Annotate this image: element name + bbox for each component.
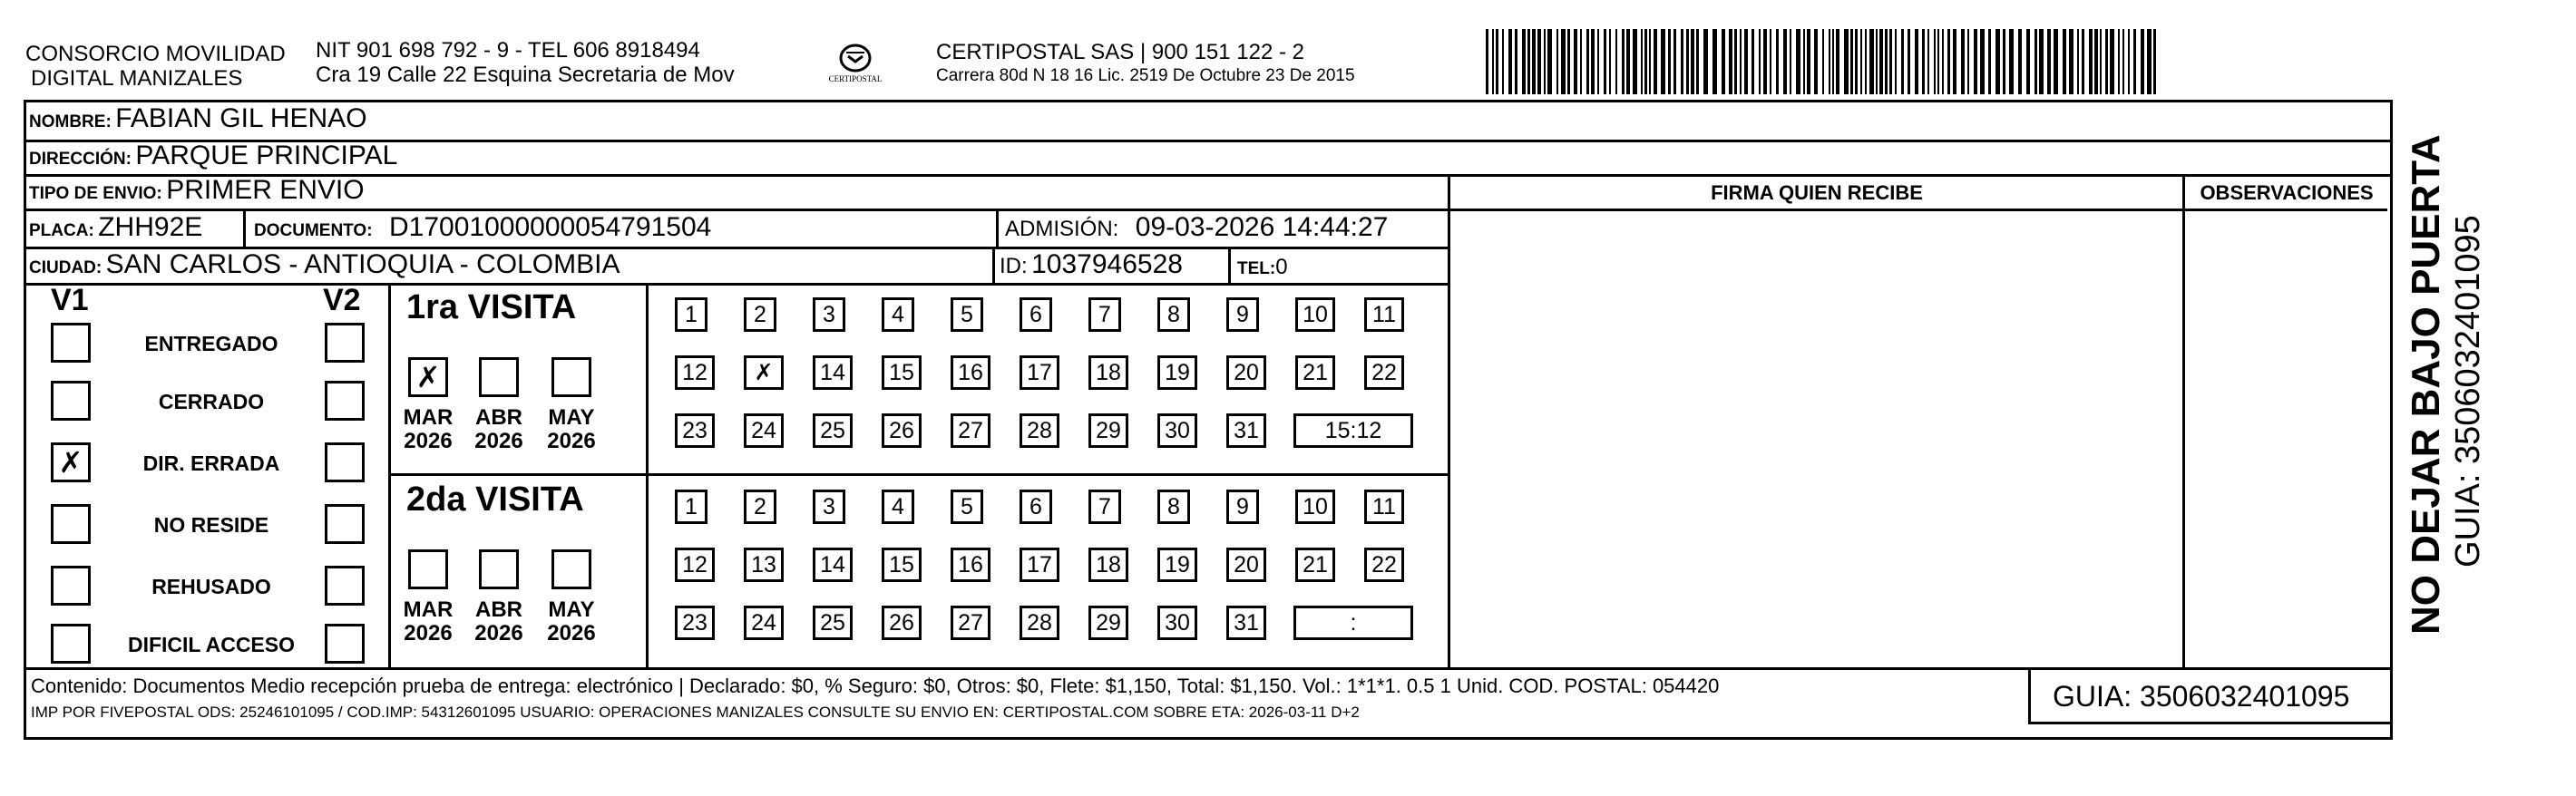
barcode-bar (2082, 29, 2084, 94)
month-label (401, 406, 455, 453)
barcode-bar (2069, 29, 2073, 94)
v1-checkbox[interactable] (51, 624, 91, 664)
day-box-26[interactable]: 26 (882, 606, 922, 640)
barcode-bar (1844, 29, 1849, 94)
barcode-bar (2128, 29, 2130, 94)
company-name (25, 42, 286, 91)
address-line: Cra 19 Calle 22 Esquina Secretaria de Mov (316, 63, 735, 87)
barcode-bar (1865, 29, 1867, 94)
v1-checkbox[interactable] (51, 504, 91, 544)
company-line-1: CONSORCIO MOVILIDAD (25, 42, 286, 66)
visit1-title: 1ra VISITA (406, 288, 577, 326)
day-box-17[interactable]: 17 (1020, 355, 1059, 390)
month-label (472, 598, 526, 646)
day-box-27[interactable]: 27 (951, 413, 990, 448)
day-box-12[interactable]: 12 (675, 355, 715, 390)
barcode-bar (1947, 29, 1950, 94)
day-box-2[interactable]: 2 (744, 490, 776, 524)
barcode-bar (1567, 29, 1570, 94)
day-box-9[interactable]: 9 (1226, 297, 1259, 332)
barcode-bar (2122, 29, 2124, 94)
courier-info (936, 40, 1355, 86)
footer-line-2: IMP POR FIVEPOSTAL ODS: 25246101095 / COD.IMP: 54312601095 USUARIO: OPERACIONES MANIZALES CONSULTE SU ENVIO EN: CERTIPOSTAL.COM SOBRE ETA: 2026-03-11 D+2 (31, 704, 1360, 721)
barcode-bar (1703, 29, 1708, 94)
logo-text: CERTIPOSTAL (828, 74, 883, 83)
barcode-bar (2089, 29, 2093, 94)
barcode-bar (1927, 29, 1929, 94)
barcode-bar (1908, 29, 1910, 94)
barcode-bar (1980, 29, 1985, 94)
barcode-bar (2118, 29, 2120, 94)
day-box-8[interactable]: 8 (1157, 297, 1190, 332)
barcode-bar (1869, 29, 1874, 94)
barcode-bar (1691, 29, 1694, 94)
barcode-bar (1776, 29, 1779, 94)
day-box-14[interactable]: 14 (813, 355, 853, 390)
day-box-11[interactable]: 11 (1364, 490, 1404, 524)
barcode-bar (2094, 29, 2098, 94)
v2-checkbox[interactable] (325, 442, 365, 482)
day-box-20[interactable]: 20 (1226, 355, 1266, 390)
barcode-bar (1829, 29, 1830, 94)
barcode-bar (1586, 29, 1589, 94)
barcode-bar (1547, 29, 1552, 94)
barcode-bar (1712, 29, 1717, 94)
barcode-bar (2039, 29, 2044, 94)
admision-value: 09-03-2026 14:44:27 (1135, 212, 1389, 242)
barcode-bar (1649, 29, 1651, 94)
v2-checkbox[interactable] (325, 504, 365, 544)
day-box-2[interactable]: 2 (744, 297, 776, 332)
direccion-value: PARQUE PRINCIPAL (135, 141, 398, 170)
barcode-bar (1654, 29, 1657, 94)
month-year: 2026 (404, 621, 453, 646)
barcode-bar (1522, 29, 1526, 94)
barcode-bar (1633, 29, 1637, 94)
barcode-bar (1790, 29, 1791, 94)
v2-checkbox[interactable] (325, 566, 365, 606)
barcode-bar (1597, 29, 1599, 94)
barcode-bar (2047, 29, 2051, 94)
barcode-bar (2147, 29, 2152, 94)
placa-label: PLACA: (29, 221, 94, 240)
day-box-3[interactable]: 3 (813, 297, 845, 332)
day-box-23[interactable]: 23 (675, 606, 715, 640)
day-box-7[interactable]: 7 (1088, 297, 1121, 332)
tel-row (1237, 255, 1288, 280)
v1-checkbox[interactable] (51, 381, 91, 421)
day-box-5[interactable]: 5 (951, 490, 983, 524)
v1-checkbox[interactable] (51, 323, 91, 363)
visit2-title: 2da VISITA (406, 481, 584, 519)
barcode (1484, 29, 2161, 94)
barcode-bar (1953, 29, 1956, 94)
placa-row (29, 212, 202, 243)
barcode-bar (1967, 29, 1969, 94)
day-box-22[interactable]: 22 (1364, 548, 1404, 582)
barcode-bar (1751, 29, 1754, 94)
month-year: 2026 (404, 429, 453, 453)
barcode-bar (2018, 29, 2022, 94)
day-box-31[interactable]: 31 (1226, 413, 1266, 448)
barcode-bar (1759, 29, 1761, 94)
barcode-bar (1942, 29, 1944, 94)
barcode-bar (1836, 29, 1839, 94)
month-label (544, 598, 599, 646)
barcode-bar (1604, 29, 1606, 94)
nombre-row (29, 103, 367, 134)
barcode-bar (1922, 29, 1925, 94)
barcode-bar (2063, 29, 2066, 94)
barcode-bar (1681, 29, 1683, 94)
guia-box (2028, 667, 2392, 724)
barcode-bar (2141, 29, 2144, 94)
admision-row (1005, 212, 1388, 243)
documento-row (254, 212, 711, 243)
placa-value: ZHH92E (98, 212, 203, 242)
day-box-26[interactable]: 26 (882, 413, 922, 448)
direccion-label: DIRECCIÓN: (29, 150, 132, 169)
barcode-bar (1901, 29, 1904, 94)
ciudad-label: CIUDAD: (29, 258, 102, 277)
reason-label: NO RESIDE (153, 513, 269, 537)
barcode-bar (1508, 29, 1512, 94)
month-checkbox[interactable]: ✗ (408, 357, 448, 397)
barcode-bar (1814, 29, 1818, 94)
tipo-row (29, 175, 365, 206)
month-name: MAY (548, 597, 595, 622)
month-checkbox[interactable] (551, 549, 591, 589)
day-box-21[interactable]: 21 (1295, 355, 1335, 390)
day-box-12[interactable]: 12 (675, 548, 715, 582)
barcode-bar (1885, 29, 1888, 94)
day-box-19[interactable]: 19 (1157, 355, 1197, 390)
month-name: MAR (403, 597, 454, 622)
barcode-bar (1502, 29, 1504, 94)
day-box-8[interactable]: 8 (1157, 490, 1190, 524)
month-checkbox[interactable] (479, 357, 519, 397)
day-box-28[interactable]: 28 (1020, 606, 1059, 640)
ciudad-value: SAN CARLOS - ANTIOQUIA - COLOMBIA (105, 249, 620, 279)
barcode-bar (2105, 29, 2108, 94)
barcode-bar (1574, 29, 1577, 94)
barcode-bar (1537, 29, 1541, 94)
month-name: MAY (548, 405, 595, 430)
barcode-bar (1961, 29, 1965, 94)
barcode-bar (1988, 29, 1991, 94)
barcode-bar (1641, 29, 1643, 94)
month-year: 2026 (474, 621, 523, 646)
guia-box-text: GUIA: 3506032401095 (2053, 680, 2350, 713)
barcode-bar (1832, 29, 1834, 94)
month-label (472, 406, 526, 453)
day-box-20[interactable]: 20 (1226, 548, 1266, 582)
tipo-value: PRIMER ENVIO (166, 175, 365, 205)
id-row (1000, 249, 1183, 280)
nombre-value: FABIAN GIL HENAO (115, 103, 367, 133)
barcode-bar (1895, 29, 1897, 94)
barcode-bar (1496, 29, 1498, 94)
day-box-29[interactable]: 29 (1088, 606, 1128, 640)
barcode-bar (1622, 29, 1625, 94)
id-label: ID: (1000, 254, 1028, 278)
month-checkbox[interactable] (551, 357, 591, 397)
ciudad-row (29, 249, 620, 280)
month-label (401, 598, 455, 646)
day-box-29[interactable]: 29 (1088, 413, 1128, 448)
v1-checkbox[interactable] (51, 566, 91, 606)
barcode-bar (2054, 29, 2058, 94)
barcode-bar (1668, 29, 1671, 94)
day-box-10[interactable]: 10 (1295, 490, 1335, 524)
barcode-bar (1850, 29, 1853, 94)
barcode-bar (1580, 29, 1582, 94)
day-box-4[interactable]: 4 (882, 297, 914, 332)
month-year: 2026 (474, 429, 523, 453)
day-box-18[interactable]: 18 (1088, 548, 1128, 582)
barcode-bar (1532, 29, 1536, 94)
day-box-15[interactable]: 15 (882, 355, 922, 390)
nombre-label: NOMBRE: (29, 112, 112, 131)
barcode-bar (1937, 29, 1939, 94)
month-name: MAR (403, 405, 454, 430)
direccion-row (29, 141, 397, 171)
day-box-28[interactable]: 28 (1020, 413, 1059, 448)
barcode-bar (1486, 29, 1488, 94)
day-box-30[interactable]: 30 (1157, 606, 1197, 640)
barcode-bar (1740, 29, 1742, 94)
day-box-1[interactable]: 1 (675, 297, 707, 332)
month-year: 2026 (547, 621, 596, 646)
day-box-31[interactable]: 31 (1226, 606, 1266, 640)
barcode-bar (1803, 29, 1805, 94)
barcode-bar (1661, 29, 1665, 94)
barcode-bar (1696, 29, 1699, 94)
day-box-17[interactable]: 17 (1020, 548, 1059, 582)
barcode-bar (1860, 29, 1862, 94)
barcode-bar (1855, 29, 1858, 94)
v2-label: V2 (323, 283, 361, 317)
day-box-11[interactable]: 11 (1364, 297, 1404, 332)
time-box[interactable]: : (1293, 606, 1413, 640)
barcode-bar (2009, 29, 2014, 94)
day-box-19[interactable]: 19 (1157, 548, 1197, 582)
company-line-2: DIGITAL MANIZALES (31, 66, 243, 91)
barcode-bar (1561, 29, 1566, 94)
barcode-bar (1644, 29, 1647, 94)
barcode-bar (1770, 29, 1771, 94)
day-box-24[interactable]: 24 (744, 413, 784, 448)
barcode-bar (1934, 29, 1936, 94)
barcode-bar (1807, 29, 1810, 94)
day-box-15[interactable]: 15 (882, 548, 922, 582)
v2-checkbox[interactable] (325, 381, 365, 421)
barcode-bar (1544, 29, 1546, 94)
barcode-bar (2026, 29, 2030, 94)
barcode-bar (1822, 29, 1824, 94)
reason-label: REHUSADO (151, 575, 271, 598)
barcode-bar (2100, 29, 2102, 94)
tel-label: TEL: (1237, 259, 1276, 278)
v2-checkbox[interactable] (325, 323, 365, 363)
barcode-bar (1974, 29, 1977, 94)
observaciones-header: OBSERVACIONES (2200, 181, 2374, 204)
day-box-24[interactable]: 24 (744, 606, 784, 640)
month-year: 2026 (547, 429, 596, 453)
day-box-4[interactable]: 4 (882, 490, 914, 524)
barcode-bar (1686, 29, 1689, 94)
barcode-bar (1591, 29, 1595, 94)
barcode-bar (1915, 29, 1918, 94)
day-box-16[interactable]: 16 (951, 355, 990, 390)
v2-checkbox[interactable] (325, 624, 365, 664)
barcode-bar (1626, 29, 1630, 94)
nit-line: NIT 901 698 792 - 9 - TEL 606 8918494 (316, 38, 700, 63)
day-box-6[interactable]: 6 (1020, 297, 1052, 332)
barcode-bar (1876, 29, 1878, 94)
month-checkbox[interactable] (408, 549, 448, 589)
reason-label: ENTREGADO (144, 332, 278, 355)
day-box-10[interactable]: 10 (1295, 297, 1335, 332)
admision-label: ADMISIÓN: (1005, 217, 1119, 241)
day-box-18[interactable]: 18 (1088, 355, 1128, 390)
barcode-bar (1879, 29, 1883, 94)
day-box-7[interactable]: 7 (1088, 490, 1121, 524)
footer-line-1: Contenido: Documentos Medio recepción prueba de entrega: electrónico | Declarado: $0, % Seguro: $0, Otros: $0, Flete: $1,150, Total: $1,150. Vol.: 1*1*1. 0.5 1 Unid. COD. POSTAL: 054420 (31, 675, 1720, 697)
day-box-21[interactable]: 21 (1295, 548, 1335, 582)
barcode-bar (1492, 29, 1494, 94)
certipostal-logo (824, 40, 887, 94)
barcode-bar (1734, 29, 1737, 94)
firma-header: FIRMA QUIEN RECIBE (1711, 181, 1923, 204)
barcode-bar (2133, 29, 2136, 94)
barcode-bar (1609, 29, 1611, 94)
barcode-bar (1763, 29, 1767, 94)
day-box-30[interactable]: 30 (1157, 413, 1197, 448)
day-box-16[interactable]: 16 (951, 548, 990, 582)
barcode-bar (1556, 29, 1558, 94)
barcode-bar (1673, 29, 1676, 94)
month-checkbox[interactable] (479, 549, 519, 589)
reason-label: DIR. ERRADA (142, 451, 280, 475)
day-box-9[interactable]: 9 (1226, 490, 1259, 524)
barcode-bar (1729, 29, 1732, 94)
barcode-bar (1744, 29, 1748, 94)
day-box-1[interactable]: 1 (675, 490, 707, 524)
barcode-bar (2077, 29, 2079, 94)
time-box[interactable]: 15:12 (1293, 413, 1413, 448)
day-box-27[interactable]: 27 (951, 606, 990, 640)
day-box-22[interactable]: 22 (1364, 355, 1404, 390)
barcode-bar (1722, 29, 1725, 94)
barcode-bar (1995, 29, 2000, 94)
barcode-bar (2153, 29, 2156, 94)
day-box-6[interactable]: 6 (1020, 490, 1052, 524)
reason-label: CERRADO (158, 390, 265, 413)
tel-value: 0 (1275, 255, 1288, 279)
id-value: 1037946528 (1031, 249, 1183, 279)
barcode-bar (2003, 29, 2005, 94)
license-line: Carrera 80d N 18 16 Lic. 2519 De Octubre 23 De 2015 (936, 66, 1355, 85)
documento-value: D17001000000054791504 (389, 212, 712, 242)
barcode-bar (1783, 29, 1787, 94)
day-box-13[interactable]: 13 (744, 548, 784, 582)
day-box-14[interactable]: 14 (813, 548, 853, 582)
courier-line: CERTIPOSTAL SAS | 900 151 122 - 2 (936, 40, 1304, 64)
barcode-bar (1615, 29, 1617, 94)
day-box-23[interactable]: 23 (675, 413, 715, 448)
v1-checkbox[interactable]: ✗ (51, 442, 91, 482)
barcode-bar (1527, 29, 1530, 94)
day-box-25[interactable]: 25 (813, 606, 853, 640)
tipo-label: TIPO DE ENVIO: (29, 184, 162, 203)
barcode-bar (2110, 29, 2114, 94)
day-box-3[interactable]: 3 (813, 490, 845, 524)
barcode-bar (1515, 29, 1517, 94)
day-box-25[interactable]: 25 (813, 413, 853, 448)
day-box-13[interactable]: ✗ (744, 355, 784, 390)
side-guia: GUIA: 3506032401095 (2449, 215, 2487, 568)
company-contact (316, 38, 735, 87)
month-name: ABR (475, 405, 522, 430)
barcode-bar (2034, 29, 2037, 94)
day-box-5[interactable]: 5 (951, 297, 983, 332)
barcode-bar (1889, 29, 1892, 94)
month-label (544, 406, 599, 453)
month-name: ABR (475, 597, 522, 622)
v1-label: V1 (51, 283, 89, 317)
side-warning: NO DEJAR BAJO PUERTA (2404, 134, 2448, 635)
documento-label: DOCUMENTO: (254, 221, 373, 240)
reason-label: DIFICIL ACCESO (127, 633, 295, 656)
barcode-bar (1796, 29, 1800, 94)
